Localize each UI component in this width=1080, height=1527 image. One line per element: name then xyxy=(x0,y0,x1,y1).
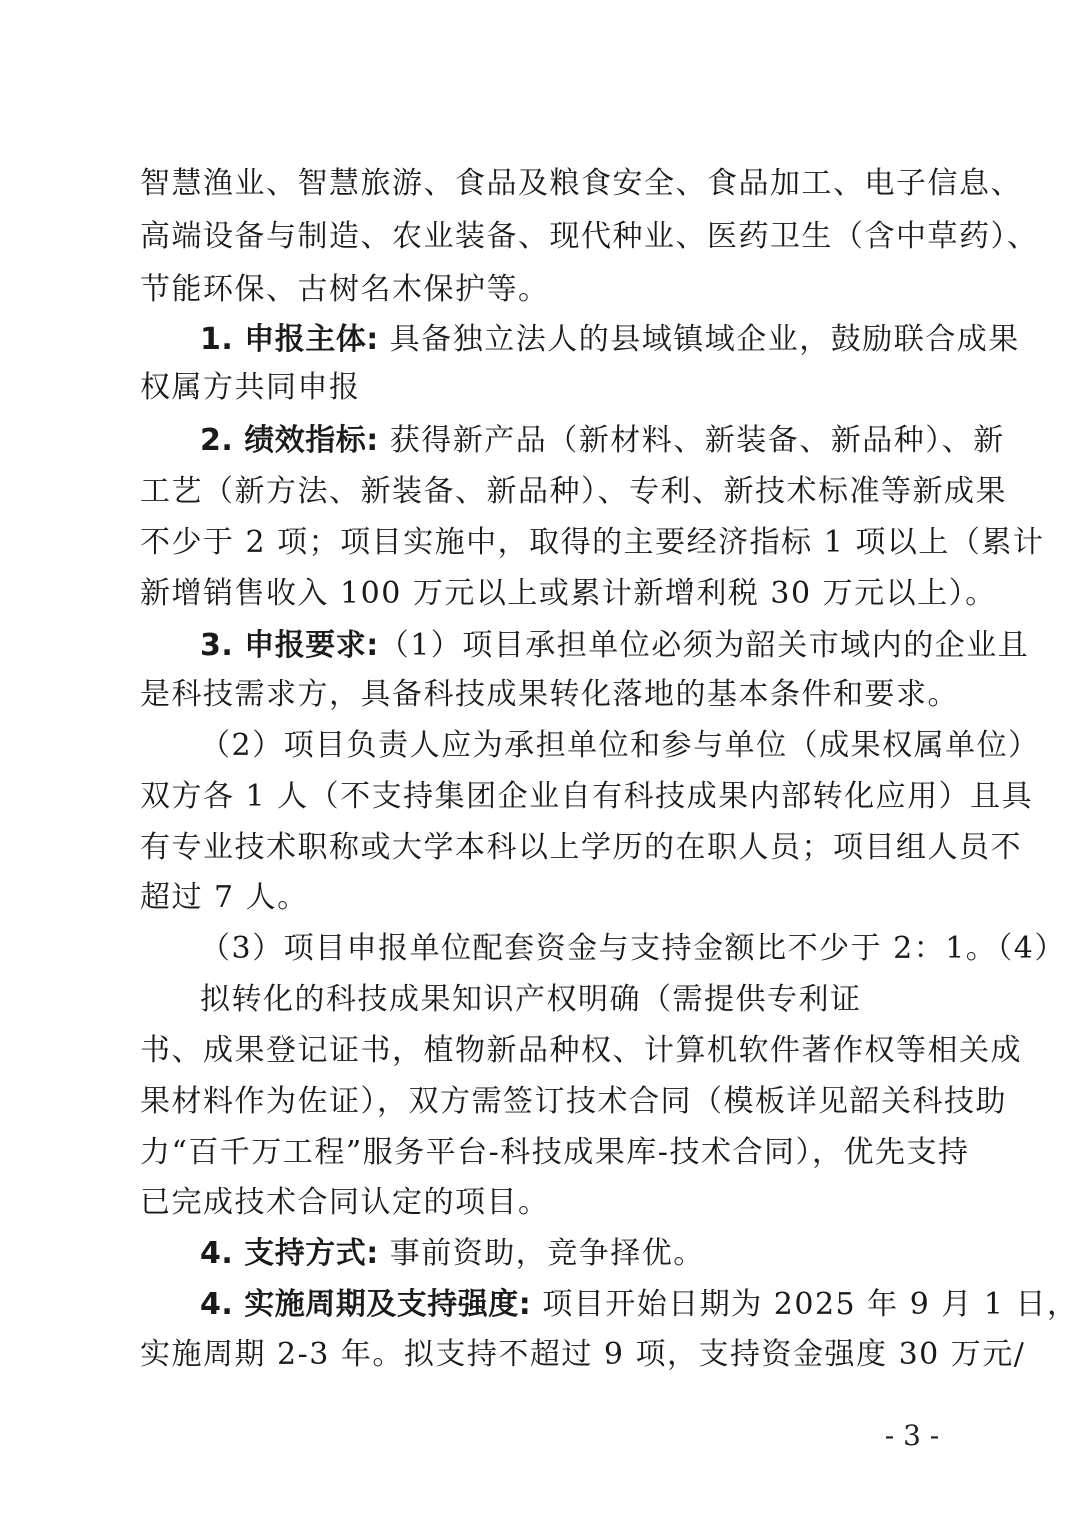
text-line: 节能环保、古树名木保护等。 xyxy=(140,272,550,307)
section-support-method: 4. 支持方式: 事前资助，竞争择优。 xyxy=(200,1236,705,1271)
section-requirements: 3. 申报要求:（1）项目承担单位必须为韶关市域内的企业且 xyxy=(200,628,1030,663)
section-performance: 2. 绩效指标: 获得新产品（新材料、新装备、新品种）、新 xyxy=(200,423,1005,458)
text-line: （2）项目负责人应为承担单位和参与单位（成果权属单位） xyxy=(200,728,1040,763)
section-label: 1. 申报主体: xyxy=(200,322,379,357)
text-line: 果材料作为佐证），双方需签订技术合同（模板详见韶关科技助 xyxy=(140,1084,1007,1119)
section-period-intensity: 4. 实施周期及支持强度: 项目开始日期为 2025 年 9 月 1 日， xyxy=(200,1287,1079,1322)
text-line: 工艺（新方法、新装备、新品种）、专利、新技术标准等新成果 xyxy=(140,474,1007,509)
text-line: 权属方共同申报 xyxy=(140,370,361,405)
text-line: 不少于 2 项；项目实施中，取得的主要经济指标 1 项以上（累计 xyxy=(140,525,1045,560)
section-label: 4. 实施周期及支持强度: xyxy=(200,1287,532,1322)
text-line: 智慧渔业、智慧旅游、食品及粮食安全、食品加工、电子信息、 xyxy=(140,166,1022,201)
text-line: 拟转化的科技成果知识产权明确（需提供专利证 xyxy=(200,982,862,1017)
text-line: （3）项目申报单位配套资金与支持金额比不少于 2：1。（4） xyxy=(200,931,1066,966)
section-label: 3. 申报要求: xyxy=(200,628,379,663)
text-line: 新增销售收入 100 万元以上或累计新增利税 30 万元以上）。 xyxy=(140,576,997,611)
text-line: 双方各 1 人（不支持集团企业自有科技成果内部转化应用）且具 xyxy=(140,779,1034,814)
text-line: 实施周期 2-3 年。拟支持不超过 9 项，支持资金强度 30 万元/ xyxy=(140,1337,1026,1372)
text-line: 是科技需求方，具备科技成果转化落地的基本条件和要求。 xyxy=(140,677,959,712)
text-line: 超过 7 人。 xyxy=(140,880,309,915)
section-label: 2. 绩效指标: xyxy=(200,423,379,458)
text-line: 力“百千万工程”服务平台-科技成果库-技术合同），优先支持 xyxy=(140,1135,970,1170)
text-line: 有专业技术职称或大学本科以上学历的在职人员；项目组人员不 xyxy=(140,830,1022,865)
page-number: - 3 - xyxy=(884,1419,940,1452)
text-line: 书、成果登记证书，植物新品种权、计算机软件著作权等相关成 xyxy=(140,1033,1022,1068)
section-applicant: 1. 申报主体: 具备独立法人的县域镇域企业，鼓励联合成果 xyxy=(200,322,1020,357)
section-label: 4. 支持方式: xyxy=(200,1236,379,1271)
text-line: 高端设备与制造、农业装备、现代种业、医药卫生（含中草药）、 xyxy=(140,219,1039,254)
text-line: 已完成技术合同认定的项目。 xyxy=(140,1185,550,1220)
